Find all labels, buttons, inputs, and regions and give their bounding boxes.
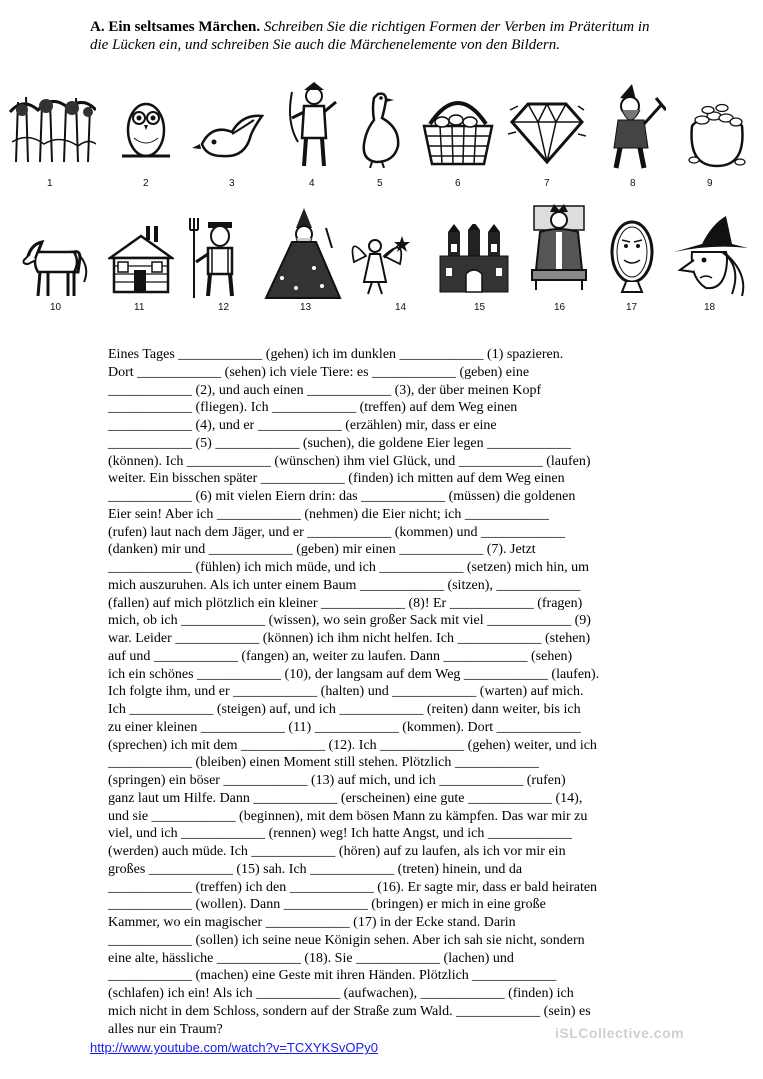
story-text	[108, 346, 668, 1038]
bird-icon	[192, 104, 272, 164]
farmer-icon	[188, 214, 248, 298]
story-line: Ich ____________ (steigen) auf, und ich ____________ (reiten) dann weiter, bis ich	[108, 702, 581, 717]
story-line: ____________ (machen) eine Geste mit ihren Händen. Plötzlich ____________	[108, 968, 557, 984]
story-line: (fallen) auf mich plötzlich ein kleiner ____________ (8)! Er ____________ (fragen)	[108, 595, 583, 611]
story-line: ____________ (4), und er ____________ (erzählen) mir, dass er eine	[108, 418, 497, 433]
story-line: (können). Ich ____________ (wünschen) ihm viel Glück, und ____________ (laufen)	[108, 453, 591, 469]
picture-number: 16	[554, 302, 566, 313]
story-line: ____________ (5) ____________ (suchen), die goldene Eier legen ____________	[108, 435, 572, 451]
story-line: ____________ (treffen) ich den ____________ (16). Er sagte mir, dass er bald heiraten	[108, 879, 598, 895]
story-line: (danken) mir und ____________ (geben) mir einen ____________ (7). Jetzt	[108, 542, 536, 558]
story-line: ____________ (2), und auch einen ____________ (3), der über meinen Kopf	[108, 382, 542, 398]
horse-icon	[18, 232, 92, 298]
owl-icon	[118, 92, 174, 164]
basket-icon	[420, 90, 496, 168]
story-line: weiter. Ein bisschen später ____________ (finden) ich mitten auf dem Weg einen	[108, 471, 565, 487]
picture-number: 15	[474, 302, 486, 313]
story-line: zu einer kleinen ____________ (11) ____________ (kommen). Dort ____________	[108, 719, 581, 735]
king-icon	[526, 200, 592, 290]
picture-number: 18	[704, 302, 716, 313]
picture-number: 7	[544, 178, 550, 189]
story-line: auf und ____________ (fangen) an, weiter zu laufen. Dann ____________ (sehen)	[108, 648, 573, 664]
story-line: Kammer, wo ein magischer ____________ (17) in der Ecke stand. Darin	[108, 915, 516, 930]
story-line: (springen) ein böser ____________ (13) auf mich, und ich ____________ (rufen)	[108, 773, 566, 788]
story-line: mich, ob ich ____________ (wissen), wo sein großer Sack mit viel ____________ (9)	[108, 613, 591, 629]
story-line: und sie ____________ (beginnen), mit dem bösen Mann zu kämpfen. Das war mir zu	[108, 808, 588, 824]
story-line: (rufen) laut nach dem Jäger, und er ____________ (kommen) und ____________	[108, 524, 566, 540]
picture-number: 17	[626, 302, 638, 313]
coin-sack-icon	[684, 96, 750, 170]
story-line: Eier sein! Aber ich ____________ (nehmen) die Eier nicht; ich ____________	[108, 506, 549, 522]
picture-number: 2	[143, 178, 149, 189]
witch-icon	[672, 214, 750, 296]
picture-number: 9	[707, 178, 713, 189]
story-line: Eines Tages ____________ (gehen) ich im dunklen ____________ (1) spazieren.	[108, 347, 564, 362]
picture-number: 1	[47, 178, 53, 189]
picture-number: 4	[309, 178, 315, 189]
picture-number: 12	[218, 302, 230, 313]
story-line: eine alte, hässliche ____________ (18). Sie ____________ (lachen) und	[108, 950, 514, 966]
magic-mirror-icon	[608, 214, 656, 294]
fairy-icon	[344, 226, 410, 296]
instruction-line-1: Schreiben Sie die richtigen Formen der Verben im Präteritum in	[263, 19, 650, 35]
story-line: ____________ (fühlen) ich mich müde, und ich ____________ (setzen) mich hin, um	[108, 560, 589, 575]
story-line: (werden) auch müde. Ich ____________ (hören) auf zu laufen, als ich vor mir ein	[108, 844, 566, 859]
story-line: Ich folgte ihm, und er ____________ (halten) und ____________ (warten) auf mich.	[108, 684, 584, 700]
picture-number: 3	[229, 178, 235, 189]
story-line: (sprechen) ich mit dem ____________ (12). Ich ____________ (gehen) weiter, und ich	[108, 737, 597, 753]
hunter-icon	[284, 82, 344, 170]
story-line: ____________ (6) mit vielen Eiern drin: das ____________ (müssen) die goldenen	[108, 489, 576, 504]
dwarf-icon	[600, 84, 666, 170]
goose-icon	[356, 88, 402, 168]
picture-number: 8	[630, 178, 636, 189]
picture-number: 14	[395, 302, 407, 313]
picture-number: 10	[50, 302, 62, 313]
diamond-icon	[508, 100, 586, 166]
youtube-link[interactable]: http://www.youtube.com/watch?v=TCXYKSvOPy0	[90, 1040, 378, 1055]
wizard-icon	[262, 208, 344, 300]
picture-number: 13	[300, 302, 312, 313]
story-line: ____________ (bleiben) einen Moment still stehen. Plötzlich ____________	[108, 755, 539, 771]
story-line: ____________ (sollen) ich seine neue Königin sehen. Aber ich sah sie nicht, sondern	[108, 932, 585, 948]
story-line: ____________ (wollen). Dann ____________ (bringen) er mich in eine große	[108, 897, 546, 913]
picture-number: 6	[455, 178, 461, 189]
cottage-icon	[108, 222, 174, 296]
picture-number: 5	[377, 178, 383, 189]
story-line: Dort ____________ (sehen) ich viele Tiere: es ____________ (geben) eine	[108, 364, 530, 380]
story-line: war. Leider ____________ (können) ich ihm nicht helfen. Ich ____________ (stehen)	[108, 631, 591, 646]
story-line: mich nicht in dem Schloss, sondern auf der Straße zum Wald. ____________ (sein) es	[108, 1003, 591, 1019]
story-line: ganz laut um Hilfe. Dann ____________ (erscheinen) eine gute ____________ (14),	[108, 790, 583, 806]
forest-icon	[8, 92, 96, 162]
watermark: iSLCollective.com	[555, 1025, 685, 1041]
story-line: ____________ (fliegen). Ich ____________ (treffen) auf dem Weg einen	[108, 400, 518, 416]
story-line: ich ein schönes ____________ (10), der langsam auf dem Weg ____________ (laufen).	[108, 666, 600, 682]
story-line: großes ____________ (15) sah. Ich ____________ (treten) hinein, und da	[108, 861, 523, 877]
story-line: viel, und ich ____________ (rennen) weg! Ich hatte Angst, und ich ____________	[108, 826, 572, 842]
instruction-line-2: die Lücken ein, und schreiben Sie auch die Märchenelemente von den Bildern.	[90, 37, 560, 53]
story-line: mich auszuruhen. Als ich unter einem Baum ____________ (sitzen), ____________	[108, 577, 581, 593]
exercise-heading	[90, 18, 690, 54]
exercise-title: A. Ein seltsames Märchen.	[90, 19, 261, 35]
picture-number: 11	[134, 302, 145, 313]
castle-icon	[436, 224, 512, 296]
story-line: alles nur ein Traum?	[108, 1021, 223, 1037]
story-line: (schlafen) ich ein! Als ich ____________ (aufwachen), ____________ (finden) ich	[108, 986, 574, 1001]
